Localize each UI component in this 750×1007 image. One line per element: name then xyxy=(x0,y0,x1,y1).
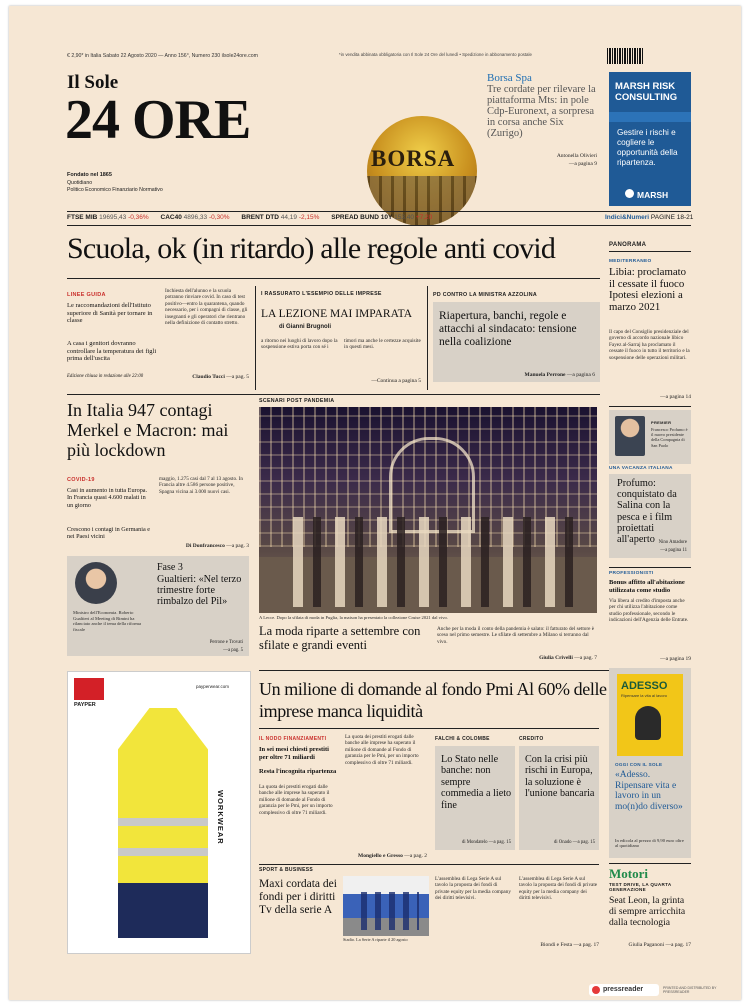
ticker-item: FTSE MIB 19695,43 -0,36% xyxy=(67,214,149,221)
teaser-text: Tre cordate per rilevare la piattaforma Mts: in pole Cdp-Euronext, a sorpresa in corsa anche Six (Zurigo) xyxy=(487,84,596,139)
ticker-item: SPREAD BUND 10Y 153,40 +7,20 xyxy=(331,214,433,221)
logo-big: 24 ORE xyxy=(65,89,251,151)
covid-byline: Di Donfrancesco —a pag. 3 xyxy=(185,543,249,549)
ticker-item: BRENT DTD 44,19 -2,15% xyxy=(241,214,320,221)
ticker-bar xyxy=(67,214,607,221)
photo-body: Anche per la moda il conto della pandemia è salato: il fatturato del settore è sceso nel primo semestre. Le sfilate di settembre a Milano si terranno dal vivo. xyxy=(437,626,595,645)
panorama-body-1: Il capo del Consiglio presidenziale del governo di accordo nazionale libico Fayez al-Sarraj ha proclamato il cessate il fuoco in tutto il territorio e la sospensione delle operazioni militari. xyxy=(609,329,690,361)
person-kicker: PREMIER xyxy=(651,420,672,425)
panorama-headline-1[interactable]: Libia: proclamato il cessate il fuoco Ipotesi elezioni a marzo 2021 xyxy=(609,266,687,313)
interview-caption: Ministro dell'Economia. Roberto Gualtieri al Meeting di Rimini ha rilanciato anche il tema della riforma fiscale xyxy=(73,610,141,632)
panorama-kicker-3: PROFESSIONISTI xyxy=(609,571,654,576)
editorial-title[interactable]: LA LEZIONE MAI IMPARATA xyxy=(261,308,413,320)
photo-kicker: SCENARI POST PANDEMIA xyxy=(259,398,335,404)
editorial-continues: —Continua a pagina 5 xyxy=(371,378,421,384)
models-group xyxy=(279,517,579,607)
panorama-author-2: Nino Amadore xyxy=(658,540,687,545)
football-photo xyxy=(343,876,429,936)
pmi-headline-2: Lo Stato nelle banche: non sempre commedia a lieto fine xyxy=(441,754,512,811)
book-head-icon xyxy=(635,706,661,740)
pmi-byline: Mongiello e Gresso —a pag. 2 xyxy=(358,853,427,859)
person-photo xyxy=(615,416,645,456)
fashion-photo xyxy=(259,407,597,613)
interview-author: Perrone e Trovati xyxy=(209,640,243,645)
sport-body-a: L'assemblea di Lega Serie A sul tavolo la proposta dei fondi di private equity per la media company dei diritti televisivi. xyxy=(435,876,511,902)
pmi-byline-3: di Onado —a pag. 15 xyxy=(553,840,595,845)
subtitle-2: Politico Economico Finanziario Normativo xyxy=(67,187,163,193)
barcode xyxy=(607,48,643,64)
politics-byline: Manuela Perrone —a pagina 6 xyxy=(524,372,595,378)
pmi-headline-3: Con la crisi più rischi in Europa, la soluzione è l'unione bancaria xyxy=(525,754,595,800)
politics-box[interactable] xyxy=(433,302,600,382)
photo-headline[interactable]: La moda riparte a settembre con sfilate e grandi eventi xyxy=(259,624,421,652)
book-kicker: OGGI CON IL SOLE xyxy=(615,762,663,767)
book-promo[interactable] xyxy=(609,668,691,858)
panorama-page-1: —a pagina 14 xyxy=(660,394,691,400)
pmi-kicker-2: FALCHI & COLOMBE xyxy=(435,736,490,742)
pmi-headline[interactable]: Un milione di domande al fondo Pmi Al 60% delle imprese manca liquidità xyxy=(259,679,607,721)
pressreader-print: PRINTED AND DISTRIBUTED BY PRESSREADER xyxy=(663,986,717,995)
covid-bullet-1: Casi in aumento in tutta Europa. In Francia quasi 4.600 malati in un giorno xyxy=(67,487,148,509)
covid-bullet-2: Crescono i contagi in Germania e nei Paesi vicini xyxy=(67,526,150,541)
ticker-item: CAC40 4896,33 -0,30% xyxy=(160,214,230,221)
motori-kicker: TEST DRIVE, LA QUARTA GENERAZIONE xyxy=(609,882,672,893)
covid-body: maggio, 1.275 casi dal 7 al 13 agosto. In Francia altre 4.586 persone positive, Spagna vicina ai 3.000 nuovi casi. xyxy=(159,476,243,495)
teaser-kicker: Borsa Spa xyxy=(487,72,532,84)
panorama-headline-2: Profumo: conquistato da Salina con la pesca e i film proiettati all'aperto xyxy=(617,478,677,546)
payper-url: payperwear.com xyxy=(196,684,230,689)
photo-byline: Giulia Crivelli —a pag. 7 xyxy=(539,655,597,661)
panorama-kicker-2: UNA VACANZA ITALIANA xyxy=(609,466,673,471)
interview-kicker: Fase 3 xyxy=(157,562,183,573)
sport-kicker: SPORT & BUSINESS xyxy=(259,867,313,873)
person-box xyxy=(609,410,691,464)
pmi-bullet-1: In sei mesi chiesti prestiti per oltre 71 miliardi xyxy=(259,746,329,761)
lead-note: Edizione chiusa in redazione alle 22:00 xyxy=(67,374,144,379)
photo-caption: A Lecce. Dopo la sfilata di moda in Puglia, la maison ha presentato la collezione Cruise 2021 dal vivo. xyxy=(259,615,448,620)
borsa-photo xyxy=(367,116,477,226)
sport-byline: Biondi e Festa —a pag. 17 xyxy=(540,942,599,948)
person-text: Francesco Profumo è il nuovo presidente della Compagnia di San Paolo xyxy=(651,427,688,448)
teaser-author: Antonella Olivieri xyxy=(556,153,597,159)
payper-product: WORKWEAR xyxy=(216,790,225,845)
editorial-body: a ritorno nei luoghi di lavoro dopo la sospensione estiva porta con sé i timori ma anche le certezze acquisite in questi mesi. xyxy=(261,338,421,351)
pmi-body-b: La quota dei prestiti erogati dalle banche alle imprese ha superato il milione di domande al Fondo di garanzia per le Pmi, per un importo complessivo di oltre 71 miliardi. xyxy=(345,734,419,766)
covid-headline[interactable]: In Italia 947 contagi Merkel e Macron: mai più lockdown xyxy=(67,400,229,460)
marsh-logo-icon xyxy=(625,189,634,198)
editorial-kicker: I RASSURATO L'ESEMPIO DELLE IMPRESE xyxy=(261,291,382,297)
pressreader-icon xyxy=(592,986,600,994)
marsh-brand: MARSH xyxy=(637,190,669,200)
panorama-page-3: —a pagina 19 xyxy=(660,656,691,662)
masthead-topline: € 2,90* in Italia Sabato 22 Agosto 2020 — Anno 156°, Numero 230 ilsole24ore.com xyxy=(67,53,258,59)
pmi-body-a: La quota dei prestiti erogati dalle banche alle imprese ha superato il milione di domande al Fondo di garanzia per le Pmi, per un importo complessivo di oltre 71 miliardi. xyxy=(259,784,333,816)
book-body: In edicola al prezzo di 9,90 euro oltre al quotidiano xyxy=(615,838,684,849)
pmi-box-2[interactable] xyxy=(435,746,515,850)
politics-headline: Riapertura, banchi, regole e attacchi al sindacato: tensione nella coalizione xyxy=(439,310,577,348)
founded: Fondato nel 1865 xyxy=(67,172,112,178)
marsh-text: Gestire i rischi e cogliere le opportunità della ripartenza. xyxy=(617,128,678,167)
interview-page: —a pag. 5 xyxy=(223,648,243,653)
newspaper-page xyxy=(9,6,741,1000)
pmi-byline-2: di Mondatelo —a pag. 15 xyxy=(461,840,511,845)
book-subtitle: Ripensare la vita al lavoro xyxy=(621,693,668,698)
lead-headline[interactable]: Scuola, ok (in ritardo) alle regole anti covid xyxy=(67,232,556,265)
pressreader-badge[interactable] xyxy=(589,984,659,996)
editorial-author: di Gianni Brugnoli xyxy=(279,324,331,330)
pmi-kicker: IL NODO FINANZIAMENTI xyxy=(259,736,327,742)
borsa-sign: BORSA xyxy=(371,146,456,171)
motori-headline[interactable]: Seat Leon, la grinta di sempre arricchita dalla tecnologia xyxy=(609,895,686,928)
book-title: ADESSO xyxy=(621,680,668,692)
masthead-topline-right: *in vendita abbinata obbligatoria con Il Sole 24 Ore del lunedì • Spedizione in abbonamento postale xyxy=(339,52,532,57)
sport-body-b: L'assemblea di Lega Serie A sul tavolo la proposta dei fondi di private equity per la media company dei diritti televisivi. xyxy=(519,876,598,902)
lead-kicker: LINEE GUIDA xyxy=(67,292,106,298)
pmi-box-3[interactable] xyxy=(519,746,599,850)
panorama-headline-3[interactable]: Bonus affitto all'abitazione utilizzata come studio xyxy=(609,579,685,594)
subtitle-1: Quotidiano xyxy=(67,180,93,186)
politics-kicker: PD CONTRO LA MINISTRA AZZOLINA xyxy=(433,292,538,298)
covid-kicker: COVID-19 xyxy=(67,477,95,483)
pmi-bullet-2: Resta l'incognita ripartenza xyxy=(259,768,337,775)
pressreader-brand: pressreader xyxy=(603,986,644,993)
lead-bullet-2: A casa i genitori dovranno controllare la temperatura dei figli prima dell'uscita xyxy=(67,340,157,362)
payper-ad[interactable] xyxy=(67,671,251,954)
marsh-title: MARSH RISK CONSULTING xyxy=(615,81,678,103)
marsh-ad[interactable] xyxy=(609,72,691,206)
panorama-kicker-1: MEDITERRANEO xyxy=(609,259,652,264)
logo-small: Il Sole xyxy=(67,72,119,93)
gualtieri-photo xyxy=(75,562,117,604)
pmi-kicker-3: CREDITO xyxy=(519,736,544,742)
interview-headline: Gualtieri: «Nel terzo trimestre forte rimbalzo del Pil» xyxy=(157,574,242,608)
teaser-page: —a pagina 9 xyxy=(568,161,597,167)
payper-logo-icon xyxy=(74,678,104,700)
motori-byline: Giulia Paganoni —a pag. 17 xyxy=(628,942,691,948)
payper-brand: PAYPER xyxy=(74,702,96,708)
sport-headline[interactable]: Maxi cordata dei fondi per i diritti Tv della serie A xyxy=(259,878,337,916)
motori-label: Motori xyxy=(609,866,648,881)
jacket-image xyxy=(118,708,208,938)
book-headline: «Adesso. Ripensare vita e lavoro in un mo(n)do diverso» xyxy=(615,770,683,812)
interview-box[interactable] xyxy=(67,556,249,656)
marsh-stripe xyxy=(609,112,691,122)
sport-caption: Stadio. La Serie A riparte il 20 agosto xyxy=(343,937,408,942)
book-cover xyxy=(617,674,683,756)
panorama-page-2: —a pagina 11 xyxy=(660,548,687,553)
panorama-label: PANORAMA xyxy=(609,242,647,248)
panorama-body-3: Via libera al credito d'imposta anche per chi utilizza l'abitazione come studio professionale, secondo le indicazioni dell'Agenzia delle Entrate. xyxy=(609,598,689,624)
lead-bullet-1: Le raccomandazioni dell'Istituto superiore di Sanità per tornare in classe xyxy=(67,302,153,324)
panorama-box-2[interactable] xyxy=(609,474,691,558)
lead-body: Inchiesta dell'alunno e la scuola potranno rinviare covid. In caso di test positivo—entro la quarantena, quando necessario, per i compagni di classe, gli insegnanti e gli operatori che rientrano nella definizione di contatto stretto. xyxy=(165,288,248,327)
index-link[interactable]: Indici&Numeri PAGINE 18-21 xyxy=(605,214,694,221)
lead-byline: Claudio Tucci —a pag. 5 xyxy=(192,374,249,380)
